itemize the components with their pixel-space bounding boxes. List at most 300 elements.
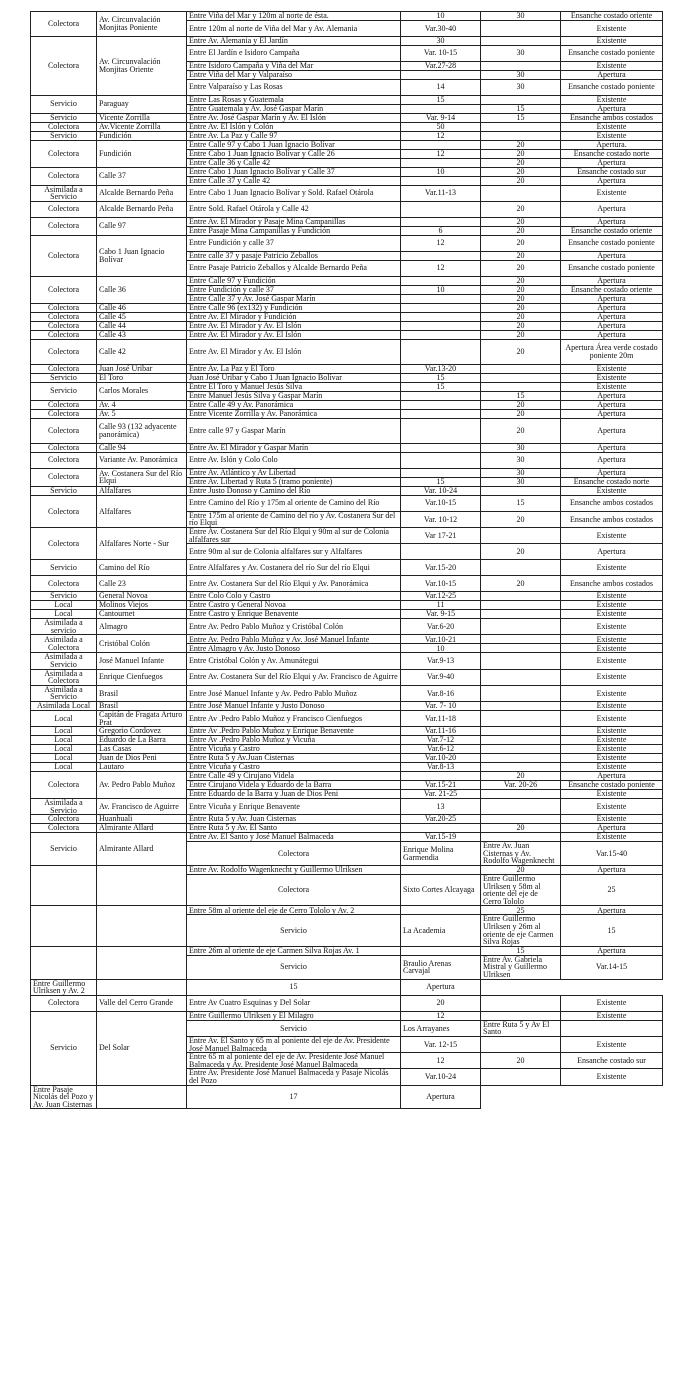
category-cell: Local <box>31 736 97 745</box>
street-name-cell: Juan de Dios Peni <box>97 754 187 763</box>
projected-width-cell <box>481 610 561 619</box>
projected-width-cell <box>481 995 561 1011</box>
street-name-cell: La Academia <box>401 915 481 946</box>
table-row <box>31 799 663 815</box>
existing-width-cell <box>401 276 481 285</box>
section-cell: Entre Av .Pedro Pablo Muñoz y Vicuña <box>187 736 401 745</box>
street-name-cell: Calle 43 <box>97 330 187 339</box>
existing-width-cell <box>401 339 481 364</box>
projected-width-cell: 20 <box>481 303 561 312</box>
section-cell: Entre Av. Juan Cisternas y Av. Rodolfo Wagenknecht <box>481 842 561 866</box>
existing-width-cell <box>401 330 481 339</box>
remarks-cell: Apertura <box>561 409 663 418</box>
remarks-cell: Existente <box>561 364 663 373</box>
street-name-cell: Av. Francisco de Aguirre <box>97 799 187 815</box>
remarks-cell: Existente <box>561 37 663 46</box>
table-row <box>31 95 663 104</box>
projected-width-cell <box>481 635 561 644</box>
category-cell: Local <box>31 710 97 726</box>
section-cell: Entre Calle 97 y Cabo 1 Juan Ignacio Bolívar <box>187 140 401 149</box>
table-row <box>31 468 663 477</box>
category-cell: Asimilada a Servicio <box>31 185 97 201</box>
projected-width-cell: 25 <box>481 906 561 915</box>
existing-width-cell <box>401 443 481 452</box>
section-cell: Entre Av. El Mirador y Gaspar Marín <box>187 443 401 452</box>
existing-width-cell <box>401 946 481 955</box>
section-cell: Entre Av. Rodolfo Wagenknecht y Guillermo Ulriksen <box>187 866 401 875</box>
street-name-cell: Cantournet <box>97 610 187 619</box>
category-cell: Colectora <box>31 772 97 799</box>
table-row <box>31 710 663 726</box>
projected-width-cell: 30 <box>481 70 561 79</box>
category-cell: Local <box>31 727 97 736</box>
section-cell: Entre Av. Pedro Pablo Muñoz y Av. José Manuel Infante <box>187 635 401 644</box>
section-cell: Entre 175m al oriente de Camino del río y Av. Costanera Sur del río Elqui <box>187 511 401 527</box>
category-cell: Local <box>31 763 97 772</box>
table-row <box>31 1011 663 1020</box>
remarks-cell: Ensanche costado oriente <box>561 226 663 235</box>
projected-width-cell <box>481 727 561 736</box>
projected-width-cell: 20 <box>481 260 561 276</box>
remarks-cell: Existente <box>561 799 663 815</box>
projected-width-cell <box>481 185 561 201</box>
existing-width-cell <box>401 772 481 781</box>
section-cell: Entre Fundición y calle 37 <box>187 235 401 251</box>
existing-width-cell: Var.15-21 <box>401 781 481 790</box>
section-cell: Entre Vicente Zorrilla y Av. Panorámica <box>187 409 401 418</box>
existing-width-cell <box>401 391 481 400</box>
category-cell: Servicio <box>187 1020 401 1036</box>
projected-width-cell <box>481 37 561 46</box>
category-cell: Servicio <box>31 131 97 140</box>
projected-width-cell <box>481 1069 561 1085</box>
section-cell: Entre Av. Costanera Sur del Río Elqui y Av. Panorámica <box>187 576 401 592</box>
street-name-cell: Av. Circunvalación Monjitas Poniente <box>97 12 187 37</box>
street-name-cell: Juan José Uribar <box>97 364 187 373</box>
section-cell: Entre Pasaje Patricio Zeballos y Alcalde Bernardo Peña <box>187 260 401 276</box>
projected-width-cell <box>481 382 561 391</box>
table-row <box>31 1085 663 1109</box>
street-name-cell: El Toro <box>97 373 187 382</box>
section-cell: Entre Valparaíso y Las Rosas <box>187 79 401 95</box>
table-row <box>31 527 663 543</box>
street-name-cell: Calle 97 <box>97 217 187 235</box>
table-row <box>31 217 663 226</box>
street-name-cell: Del Solar <box>97 1011 187 1085</box>
category-cell: Colectora <box>31 339 97 364</box>
projected-width-cell <box>481 601 561 610</box>
existing-width-cell: Var.15-19 <box>401 833 481 842</box>
remarks-cell: Apertura <box>561 443 663 452</box>
street-name-cell: Alfalfares <box>97 486 187 495</box>
remarks-cell: Existente <box>561 486 663 495</box>
remarks-cell: Existente <box>561 815 663 824</box>
street-name-cell: Fundición <box>97 140 187 167</box>
projected-width-cell: 20 <box>481 201 561 217</box>
table-row <box>31 312 663 321</box>
projected-width-cell: 20 <box>481 276 561 285</box>
category-cell: Colectora <box>31 995 97 1011</box>
section-cell: Entre Castro y Enrique Benavente <box>187 610 401 619</box>
projected-width-cell <box>481 710 561 726</box>
remarks-cell: Ensanche ambos costados <box>561 576 663 592</box>
remarks-cell: Apertura <box>561 824 663 833</box>
section-cell: Entre Av. El Mirador y Av. El Islón <box>187 330 401 339</box>
projected-width-cell: 20 <box>481 285 561 294</box>
existing-width-cell: Var.15-20 <box>401 560 481 576</box>
category-cell: Servicio <box>187 915 401 946</box>
section-cell: Entre Cabo 1 Juan Ignacio Bolívar y Sold. Rafael Otárola <box>187 185 401 201</box>
category-cell: Servicio <box>31 592 97 601</box>
table-row <box>31 122 663 131</box>
table-row <box>31 601 663 610</box>
existing-width-cell <box>401 468 481 477</box>
existing-width-cell: 6 <box>401 226 481 235</box>
projected-width-cell: 30 <box>481 45 561 61</box>
existing-width-cell <box>401 824 481 833</box>
section-cell: Entre Av Cuatro Esquinas y Del Solar <box>187 995 401 1011</box>
remarks-cell: Apertura. <box>561 140 663 149</box>
remarks-cell: Apertura Área verde costado poniente 20m <box>561 339 663 364</box>
table-row <box>31 685 663 701</box>
section-cell: Entre Av. El Mirador y Av. El Islón <box>187 321 401 330</box>
remarks-cell: Existente <box>561 1011 663 1020</box>
existing-width-cell: 14 <box>401 79 481 95</box>
table-row <box>31 495 663 511</box>
existing-width-cell <box>401 104 481 113</box>
category-cell: Servicio <box>31 1011 97 1085</box>
category-cell: Colectora <box>187 875 401 906</box>
table-row <box>31 131 663 140</box>
section-cell: Entre 58m al oriente del eje de Cerro Tololo y Av. 2 <box>187 906 401 915</box>
section-cell: Entre Av. José Gaspar Marín y Av. El Islón <box>187 113 401 122</box>
projected-width-cell: 20 <box>481 544 561 560</box>
projected-width-cell: 20 <box>481 294 561 303</box>
table-row <box>31 382 663 391</box>
section-cell: Entre Av. Alemania y El Jardín <box>187 37 401 46</box>
remarks-cell: Existente <box>561 560 663 576</box>
projected-width-cell <box>481 653 561 669</box>
table-row <box>31 276 663 285</box>
existing-width-cell <box>401 866 481 875</box>
remarks-cell: Existente <box>561 527 663 543</box>
existing-width-cell <box>401 70 481 79</box>
section-cell: Entre Vicuña y Castro <box>187 763 401 772</box>
section-cell: Entre Pasaje Nicolás del Pozo y Av. Juan Cisternas <box>31 1085 97 1109</box>
existing-width-cell <box>401 400 481 409</box>
category-cell: Servicio <box>31 95 97 113</box>
remarks-cell: Existente <box>561 619 663 635</box>
section-cell: Entre Av. Costanera Sur del Río Elqui y Av. Francisco de Aguirre <box>187 669 401 685</box>
street-name-cell: Camino del Río <box>97 560 187 576</box>
table-row <box>31 339 663 364</box>
projected-width-cell: 30 <box>481 443 561 452</box>
street-name-cell: Cabo 1 Juan Ignacio Bolívar <box>97 235 187 276</box>
projected-width-cell <box>481 619 561 635</box>
existing-width-cell: 10 <box>401 644 481 653</box>
street-name-cell: Enrique Cienfuegos <box>97 669 187 685</box>
existing-width-cell: Var.8-13 <box>401 763 481 772</box>
projected-width-cell: 15 <box>481 946 561 955</box>
projected-width-cell <box>481 644 561 653</box>
section-cell: Entre Av. Presidente José Manuel Balmaceda y Pasaje Nicolás del Pozo <box>187 1069 401 1085</box>
street-name-cell: Carlos Morales <box>97 382 187 400</box>
projected-width-cell <box>481 61 561 70</box>
section-cell: Entre Calle 37 y Av. José Gaspar Marín <box>187 294 401 303</box>
remarks-cell: Existente <box>561 1036 663 1052</box>
projected-width-cell <box>481 364 561 373</box>
table-row <box>31 815 663 824</box>
street-name-cell: Sixto Cortes Alcayaga <box>401 875 481 906</box>
existing-width-cell <box>401 452 481 468</box>
projected-width-cell <box>481 701 561 710</box>
category-cell: Local <box>31 601 97 610</box>
existing-width-cell: Var.12-25 <box>401 592 481 601</box>
projected-width-cell <box>481 685 561 701</box>
section-cell: Entre Isidoro Campaña y Viña del Mar <box>187 61 401 70</box>
street-name-cell: Calle 45 <box>97 312 187 321</box>
street-name-cell: Vicente Zorrilla <box>97 113 187 122</box>
section-cell: Entre Calle 37 y Calle 42 <box>187 176 401 185</box>
street-name-cell <box>97 906 187 946</box>
section-cell: Entre Castro y General Novoa <box>187 601 401 610</box>
remarks-cell: Existente <box>561 21 663 37</box>
section-cell: Entre José Manuel Infante y Justo Donoso <box>187 701 401 710</box>
table-row <box>31 772 663 781</box>
section-cell: Entre Av. El Mirador y Av. El Islón <box>187 339 401 364</box>
table-row <box>31 906 663 915</box>
street-name-cell: Alfalfares Norte - Sur <box>97 527 187 559</box>
section-cell: Entre Av. El Mirador y Fundición <box>187 312 401 321</box>
projected-width-cell: 20 <box>481 226 561 235</box>
projected-width-cell <box>481 1011 561 1020</box>
category-cell: Colectora <box>31 330 97 339</box>
projected-width-cell <box>481 131 561 140</box>
street-name-cell: Capitán de Fragata Arturo Prat <box>97 710 187 726</box>
category-cell: Asimilada a Colectora <box>31 669 97 685</box>
table-row <box>31 833 663 842</box>
table-row <box>31 400 663 409</box>
remarks-cell: Apertura <box>561 946 663 955</box>
category-cell: Colectora <box>31 122 97 131</box>
section-cell: Entre Av. Gabriela Mistral y Guillermo Ulriksen <box>481 955 561 979</box>
category-cell: Colectora <box>31 276 97 303</box>
category-cell: Servicio <box>31 382 97 400</box>
existing-width-cell: 10 <box>401 12 481 21</box>
remarks-cell: Existente <box>561 833 663 842</box>
projected-width-cell: 30 <box>481 452 561 468</box>
table-row <box>31 576 663 592</box>
category-cell: Asimilada a Colectora <box>31 635 97 653</box>
table-row <box>31 727 663 736</box>
projected-width-cell: 20 <box>481 140 561 149</box>
category-cell: Colectora <box>31 400 97 409</box>
remarks-cell: Existente <box>561 710 663 726</box>
category-cell: Local <box>31 754 97 763</box>
projected-width-cell: 30 <box>481 477 561 486</box>
existing-width-cell: Var.8-16 <box>401 685 481 701</box>
category-cell: Asimilada Local <box>31 701 97 710</box>
projected-width-cell: 30 <box>481 79 561 95</box>
existing-width-cell: Var.9-13 <box>401 653 481 669</box>
section-cell: Entre Ruta 5 y Av. El Santo <box>187 824 401 833</box>
existing-width-cell: 12 <box>401 260 481 276</box>
table-row <box>31 653 663 669</box>
section-cell: Entre 90m al sur de Colonia alfalfares sur y Alfalfares <box>187 544 401 560</box>
street-name-cell: Av. Pedro Pablo Muñoz <box>97 772 187 799</box>
projected-width-cell: 20 <box>481 409 561 418</box>
section-cell: Entre Cabo 1 Juan Ignacio Bolívar y Calle 37 <box>187 167 401 176</box>
existing-width-cell: Var. 7- 10 <box>401 701 481 710</box>
street-name-cell: Brasil <box>97 685 187 701</box>
street-name-cell: Huanhuali <box>97 815 187 824</box>
section-cell: Entre 120m al norte de Viña del Mar y Av. Alemania <box>187 21 401 37</box>
section-cell: Entre Ruta 5 y Av.Juan Cisternas <box>187 754 401 763</box>
remarks-cell: Apertura <box>561 104 663 113</box>
existing-width-cell: Var.6-20 <box>401 619 481 635</box>
remarks-cell: Existente <box>561 995 663 1011</box>
remarks-cell: Apertura <box>561 544 663 560</box>
existing-width-cell <box>97 1085 187 1109</box>
section-cell: Entre Av .Pedro Pablo Muñoz y Enrique Benavente <box>187 727 401 736</box>
street-name-cell: Gregorio Cordovez <box>97 727 187 736</box>
existing-width-cell: Var.14-15 <box>561 955 663 979</box>
projected-width-cell: 20 <box>481 176 561 185</box>
existing-width-cell: 10 <box>401 167 481 176</box>
remarks-cell: Existente <box>561 754 663 763</box>
table-row <box>31 452 663 468</box>
street-name-cell: Alcalde Bernardo Peña <box>97 201 187 217</box>
section-cell: Entre Cabo 1 Juan Ignacio Bolívar y Calle 26 <box>187 149 401 158</box>
section-cell: Entre Calle 96 (ex132) y Fundición <box>187 303 401 312</box>
existing-width-cell: Var. 10-15 <box>401 45 481 61</box>
category-cell: Colectora <box>31 409 97 418</box>
section-cell: Entre Ruta 5 y Av El Santo <box>481 1020 561 1036</box>
category-cell <box>31 906 97 946</box>
table-row <box>31 140 663 149</box>
street-name-cell: Fundición <box>97 131 187 140</box>
section-cell: Entre Ruta 5 y Av. Juan Cisternas <box>187 815 401 824</box>
street-name-cell: Almirante Allard <box>97 833 187 866</box>
section-cell: Entre Cirujano Videla y Eduardo de la Barra <box>187 781 401 790</box>
projected-width-cell: 20 <box>481 339 561 364</box>
category-cell: Servicio <box>31 373 97 382</box>
projected-width-cell: 15 <box>481 113 561 122</box>
table-row <box>31 201 663 217</box>
table-row <box>31 701 663 710</box>
street-name-cell: Lautaro <box>97 763 187 772</box>
street-name-cell: Almirante Allard <box>97 824 187 833</box>
remarks-cell: Apertura <box>561 321 663 330</box>
existing-width-cell <box>401 294 481 303</box>
existing-width-cell <box>401 251 481 260</box>
street-name-cell: Los Arrayanes <box>401 1020 481 1036</box>
street-name-cell: Calle 36 <box>97 276 187 303</box>
projected-width-cell <box>481 754 561 763</box>
existing-width-cell <box>97 979 187 995</box>
remarks-cell: Existente <box>561 635 663 644</box>
table-row <box>31 37 663 46</box>
table-row <box>31 185 663 201</box>
category-cell: Colectora <box>31 576 97 592</box>
street-name-cell: Calle 93 (132 adyacente panorámica) <box>97 418 187 443</box>
existing-width-cell: 13 <box>401 799 481 815</box>
projected-width-cell: 20 <box>481 149 561 158</box>
existing-width-cell: 12 <box>401 149 481 158</box>
street-name-cell: Variante Av. Panorámica <box>97 452 187 468</box>
projected-width-cell <box>481 669 561 685</box>
street-name-cell: Alfalfares <box>97 495 187 527</box>
existing-width-cell <box>401 158 481 167</box>
existing-width-cell <box>561 1020 663 1036</box>
section-cell: Entre Av. Libertad y Ruta 5 (tramo poniente) <box>187 477 401 486</box>
section-cell: Entre Av. Costanera Sur del Río Elqui y 90m al sur de Colonia alfalfares sur <box>187 527 401 543</box>
street-name-cell: Calle 42 <box>97 339 187 364</box>
projected-width-cell: 20 <box>481 217 561 226</box>
existing-width-cell: 50 <box>401 122 481 131</box>
table-row <box>31 610 663 619</box>
section-cell: Entre Camino del Río y 175m al oriente de Camino del Río <box>187 495 401 511</box>
section-cell: Entre Viña del Mar y Valparaíso <box>187 70 401 79</box>
existing-width-cell: 10 <box>401 285 481 294</box>
projected-width-cell: 15 <box>187 979 401 995</box>
remarks-cell: Apertura <box>561 303 663 312</box>
existing-width-cell: 30 <box>401 37 481 46</box>
existing-width-cell: 15 <box>401 382 481 391</box>
remarks-cell: Existente <box>561 122 663 131</box>
existing-width-cell: Var.30-40 <box>401 21 481 37</box>
remarks-cell: Existente <box>561 644 663 653</box>
category-cell: Colectora <box>31 468 97 486</box>
existing-width-cell: Var.10-24 <box>401 1069 481 1085</box>
remarks-cell: Apertura <box>561 866 663 875</box>
street-name-cell: Almagro <box>97 619 187 635</box>
existing-width-cell: Var.11-13 <box>401 185 481 201</box>
remarks-cell: Existente <box>561 592 663 601</box>
table-row <box>31 235 663 251</box>
existing-width-cell: Var.11-18 <box>401 710 481 726</box>
existing-width-cell: Var.13-20 <box>401 364 481 373</box>
existing-width-cell: Var.20-25 <box>401 815 481 824</box>
category-cell: Asimilada a Servicio <box>31 799 97 815</box>
category-cell: Colectora <box>31 140 97 167</box>
table-row <box>31 763 663 772</box>
remarks-cell: Existente <box>561 601 663 610</box>
remarks-cell: Existente <box>561 653 663 669</box>
category-cell: Local <box>31 745 97 754</box>
category-cell: Asimilada a servicio <box>31 619 97 635</box>
table-row <box>31 866 663 875</box>
remarks-cell: Apertura <box>401 1085 481 1109</box>
existing-width-cell: Var. 21-25 <box>401 790 481 799</box>
table-row <box>31 592 663 601</box>
table-row <box>31 409 663 418</box>
category-cell: Local <box>31 610 97 619</box>
category-cell: Colectora <box>31 495 97 527</box>
category-cell: Servicio <box>187 955 401 979</box>
projected-width-cell: 20 <box>481 1053 561 1069</box>
remarks-cell: Apertura <box>561 158 663 167</box>
category-cell: Servicio <box>31 486 97 495</box>
table-row <box>31 619 663 635</box>
section-cell: Entre Justo Donoso y Camino del Río <box>187 486 401 495</box>
remarks-cell: Existente <box>561 373 663 382</box>
section-cell: Entre Calle 49 y Av. Panorámica <box>187 400 401 409</box>
street-name-cell <box>97 946 187 979</box>
section-cell: Entre El Toro y Manuel Jesús Silva <box>187 382 401 391</box>
remarks-cell: Existente <box>561 745 663 754</box>
street-name-cell: Calle 44 <box>97 321 187 330</box>
